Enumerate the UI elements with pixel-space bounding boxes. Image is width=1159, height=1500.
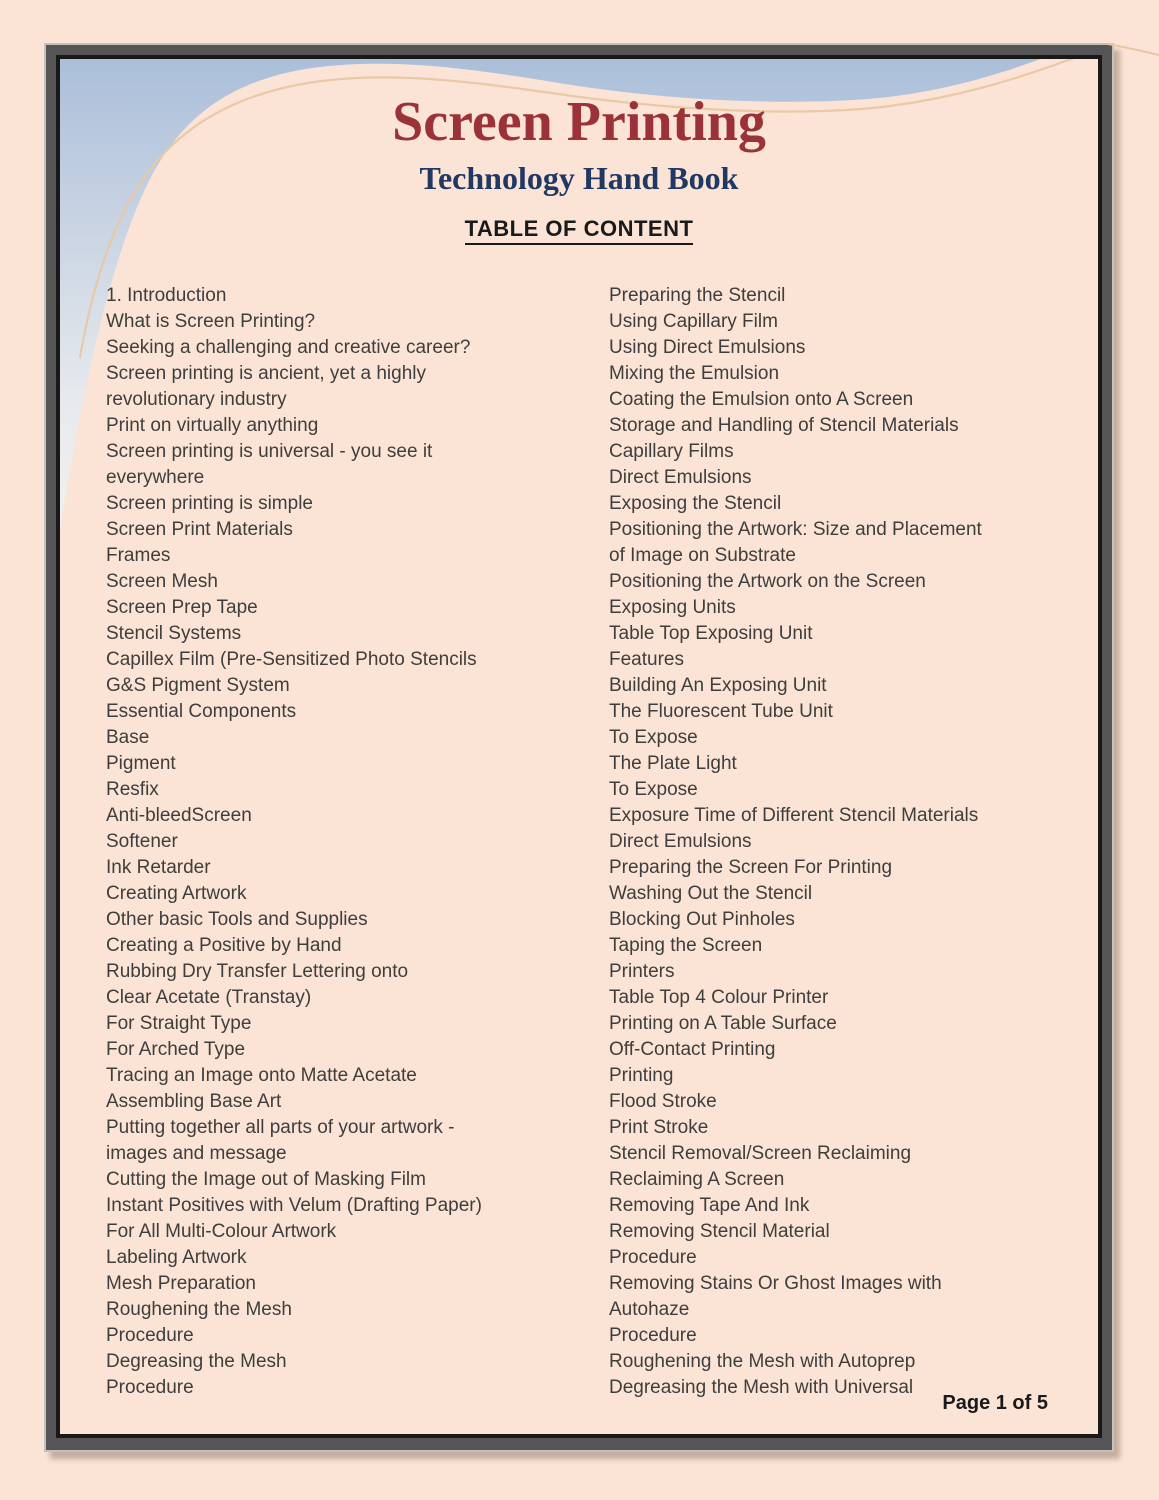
toc-item: Cutting the Image out of Masking Film	[106, 1169, 426, 1190]
toc-item: everywhere	[106, 467, 205, 488]
toc-column-left	[106, 283, 606, 1401]
toc-item: Softener	[106, 831, 178, 852]
toc-item: Storage and Handling of Stencil Materials	[609, 415, 959, 436]
toc-item: Flood Stroke	[609, 1091, 717, 1112]
toc-item: Screen Prep Tape	[106, 597, 258, 618]
toc-item: Roughening the Mesh	[106, 1299, 292, 1320]
toc-item: The Plate Light	[609, 753, 737, 774]
toc-item: Instant Positives with Velum (Drafting Paper)	[106, 1195, 482, 1216]
toc-item: Creating a Positive by Hand	[106, 935, 342, 956]
toc-item: Screen printing is ancient, yet a highly	[106, 363, 427, 384]
toc-item: Roughening the Mesh with Autoprep	[609, 1351, 916, 1372]
toc-item: Printing	[609, 1065, 674, 1086]
toc-item: Other basic Tools and Supplies	[106, 909, 368, 930]
toc-item: Screen printing is universal - you see it	[106, 441, 433, 462]
toc-item: Off-Contact Printing	[609, 1039, 776, 1060]
toc-item: Exposure Time of Different Stencil Materials	[609, 805, 979, 826]
toc-item: Direct Emulsions	[609, 467, 752, 488]
toc-item: Ink Retarder	[106, 857, 211, 878]
toc-item: Exposing the Stencil	[609, 493, 782, 514]
toc-item: Capillary Films	[609, 441, 734, 462]
page-frame	[44, 43, 1114, 1452]
toc-item: To Expose	[609, 779, 698, 800]
toc-item: Washing Out the Stencil	[609, 883, 813, 904]
toc-item: Positioning the Artwork: Size and Placement	[609, 519, 982, 540]
toc-item: Using Capillary Film	[609, 311, 778, 332]
toc-item: Procedure	[106, 1325, 194, 1346]
book-title: Screen Printing	[392, 91, 766, 153]
toc-item: Procedure	[609, 1325, 697, 1346]
toc-item: Labeling Artwork	[106, 1247, 247, 1268]
toc-item: For Straight Type	[106, 1013, 252, 1034]
toc-item: Reclaiming A Screen	[609, 1169, 785, 1190]
toc-item: Capillex Film (Pre-Sensitized Photo Stencils	[106, 649, 477, 670]
toc-item: Table Top 4 Colour Printer	[609, 987, 829, 1008]
toc-item: Screen Mesh	[106, 571, 218, 592]
toc-item: images and message	[106, 1143, 287, 1164]
toc-heading: TABLE OF CONTENT	[465, 216, 694, 245]
toc-item: Degreasing the Mesh with Universal	[609, 1377, 914, 1398]
toc-item: Frames	[106, 545, 171, 566]
toc-item: For All Multi-Colour Artwork	[106, 1221, 337, 1242]
toc-item: Base	[106, 727, 150, 748]
toc-item: of Image on Substrate	[609, 545, 796, 566]
toc-item: Features	[609, 649, 684, 670]
toc-item: Anti-bleedScreen	[106, 805, 252, 826]
toc-item: Printers	[609, 961, 675, 982]
toc-item: Using Direct Emulsions	[609, 337, 806, 358]
toc-item: Removing Stains Or Ghost Images with	[609, 1273, 942, 1294]
toc-item: Mixing the Emulsion	[609, 363, 780, 384]
toc-item: revolutionary industry	[106, 389, 287, 410]
toc-item: Procedure	[609, 1247, 697, 1268]
toc-item: Positioning the Artwork on the Screen	[609, 571, 926, 592]
toc-item: Taping the Screen	[609, 935, 763, 956]
toc-item: Direct Emulsions	[609, 831, 752, 852]
toc-item: Resfix	[106, 779, 159, 800]
toc-item: Essential Components	[106, 701, 297, 722]
toc-item: Seeking a challenging and creative career?	[106, 337, 471, 358]
toc-item: Coating the Emulsion onto A Screen	[609, 389, 914, 410]
toc-item: Rubbing Dry Transfer Lettering onto	[106, 961, 409, 982]
toc-item: Removing Tape And Ink	[609, 1195, 810, 1216]
toc-item: Pigment	[106, 753, 176, 774]
toc-item: Procedure	[106, 1377, 194, 1398]
toc-item: Print Stroke	[609, 1117, 709, 1138]
toc-item: Mesh Preparation	[106, 1273, 256, 1294]
toc-item: Degreasing the Mesh	[106, 1351, 287, 1372]
toc-item: Exposing Units	[609, 597, 736, 618]
toc-column-right	[609, 283, 1095, 1401]
toc-item: Screen printing is simple	[106, 493, 313, 514]
corner-curve-decoration	[1108, 38, 1159, 62]
toc-item: Preparing the Screen For Printing	[609, 857, 893, 878]
toc-item: The Fluorescent Tube Unit	[609, 701, 833, 722]
page-number: Page 1 of 5	[942, 1392, 1048, 1414]
book-subtitle: Technology Hand Book	[419, 160, 739, 196]
toc-item: For Arched Type	[106, 1039, 246, 1060]
toc-item: To Expose	[609, 727, 698, 748]
toc-item: Printing on A Table Surface	[609, 1013, 837, 1034]
toc-item: Tracing an Image onto Matte Acetate	[106, 1065, 417, 1086]
toc-item: 1. Introduction	[106, 285, 227, 306]
toc-item: Preparing the Stencil	[609, 285, 786, 306]
toc-item: Blocking Out Pinholes	[609, 909, 795, 930]
toc-item: Assembling Base Art	[106, 1091, 282, 1112]
toc-heading-wrap	[60, 216, 1098, 245]
toc-item: Stencil Removal/Screen Reclaiming	[609, 1143, 912, 1164]
toc-item: Creating Artwork	[106, 883, 247, 904]
toc-item: Print on virtually anything	[106, 415, 319, 436]
toc-item: Clear Acetate (Transtay)	[106, 987, 312, 1008]
toc-item: Table Top Exposing Unit	[609, 623, 813, 644]
toc-item: Putting together all parts of your artwork -	[106, 1117, 455, 1138]
toc-item: Autohaze	[609, 1299, 690, 1320]
toc-item: Screen Print Materials	[106, 519, 293, 540]
toc-item: Building An Exposing Unit	[609, 675, 827, 696]
toc-item: Stencil Systems	[106, 623, 242, 644]
toc-item: Removing Stencil Material	[609, 1221, 830, 1242]
page	[56, 55, 1102, 1438]
toc-item: What is Screen Printing?	[106, 311, 316, 332]
toc-item: G&S Pigment System	[106, 675, 290, 696]
